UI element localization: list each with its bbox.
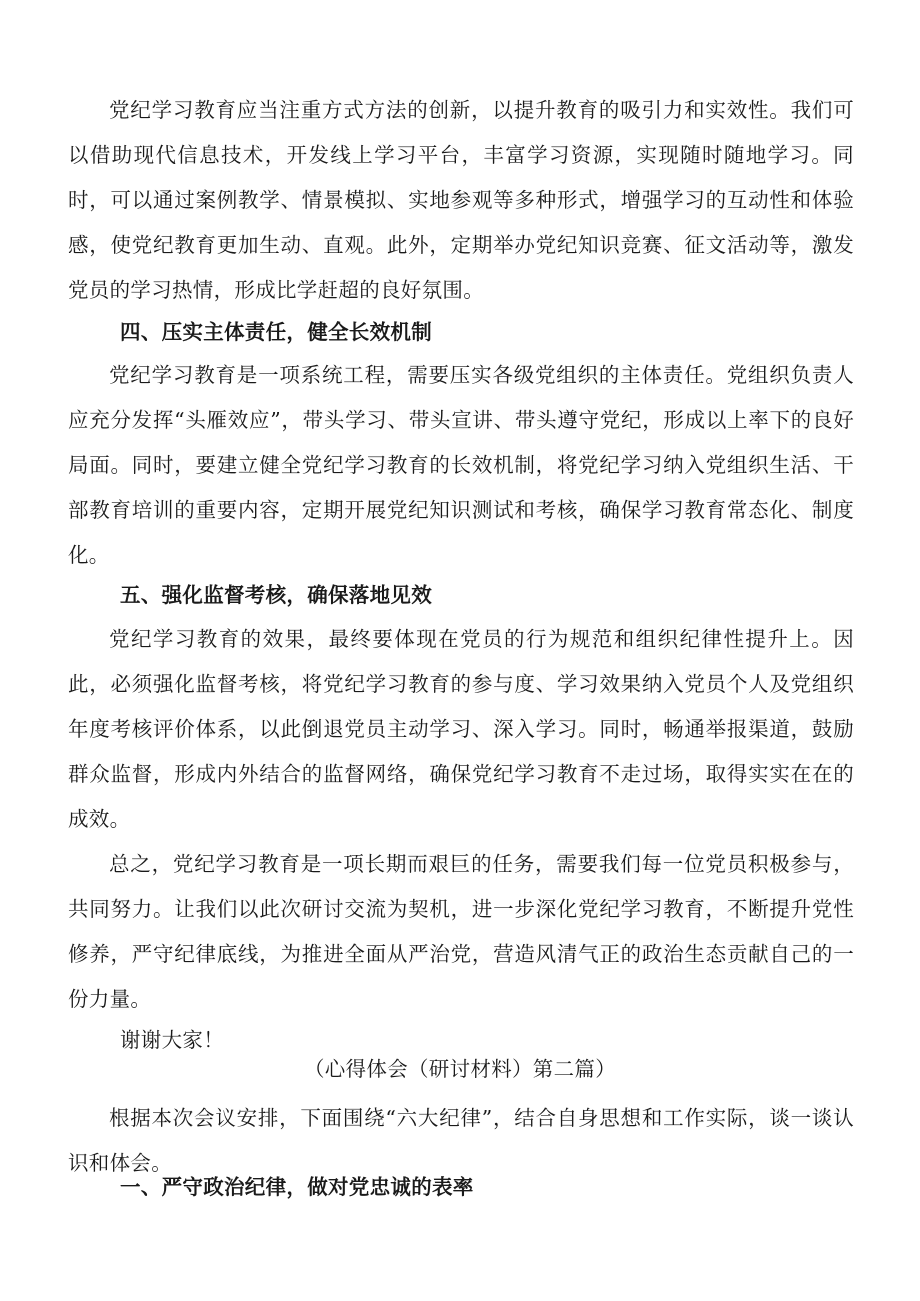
paragraph-responsibility: 党纪学习教育是一项系统工程，需要压实各级党组织的主体责任。党组织负责人应充分发挥“头雁效应”，带头学习、带头宣讲、带头遵守党纪，形成以上率下的良好局面。同时，要建立健全党纪学习教育的长效机制，将党纪学习纳入党组织生活、干部教育培训的重要内容，定期开展党纪知识测试和考核，确保学习教育常态化、制度化。 [68,363,854,567]
heading-section-five: 五、强化监督考核，确保落地见效 [120,583,432,607]
paragraph-supervision: 党纪学习教育的效果，最终要体现在党员的行为规范和组织纪律性提升上。因此，必须强化监督考核，将党纪学习教育的参与度、学习效果纳入党员个人及党组织年度考核评价体系，以此倒退党员主动学习、深入学习。同时，畅通举报渠道，鼓励群众监督，形成内外结合的监督网络，确保党纪学习教育不走过场，取得实实在在的成效。 [68,627,854,831]
heading-section-one: 一、严守政治纪律，做对党忠诚的表率 [120,1175,474,1199]
paragraph-intro-second: 根据本次会议安排，下面围绕“六大纪律”，结合自身思想和工作实际，谈一谈认识和体会。 [68,1106,854,1175]
paragraph-innovation: 党纪学习教育应当注重方式方法的创新，以提升教育的吸引力和实效性。我们可以借助现代信息技术，开发线上学习平台，丰富学习资源，实现随时随地学习。同时，可以通过案例教学、情景模拟、实地参观等多种形式，增强学习的互动性和体验感，使党纪教育更加生动、直观。此外，定期举办党纪知识竞赛、征文活动等，激发党员的学习热情，形成比学赶超的良好氛围。 [68,98,854,302]
thanks-line: 谢谢大家！ [120,1028,224,1052]
paragraph-conclusion: 总之，党纪学习教育是一项长期而艰巨的任务，需要我们每一位党员积极参与，共同努力。让我们以此次研讨交流为契机，进一步深化党纪学习教育，不断提升党性修养，严守纪律底线，为推进全面从严治党，营造风清气正的政治生态贡献自己的一份力量。 [68,852,854,1011]
heading-section-four: 四、压实主体责任，健全长效机制 [120,320,432,344]
section-title: （心得体会（研讨材料）第二篇） [304,1057,616,1081]
